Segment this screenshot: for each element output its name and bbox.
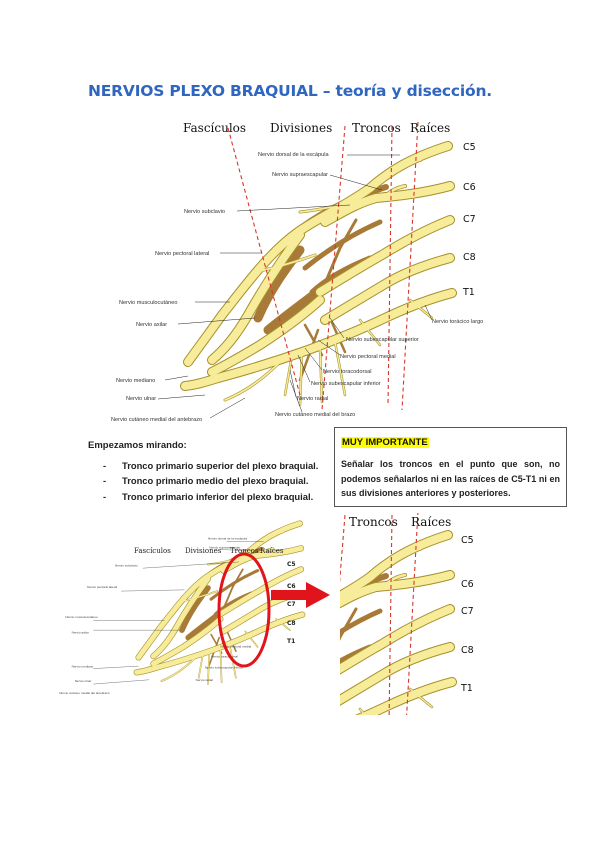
small-root-c5: C5 — [287, 561, 296, 568]
label-subescapular-inferior: Nervio subescapular inferior — [311, 381, 381, 387]
label-pectoral-medial: Nervio pectoral medial — [340, 354, 396, 360]
small-label-10: Nervio radial — [195, 678, 213, 682]
important-heading: MUY IMPORTANTE — [342, 437, 428, 448]
label-dorsal-escapula: Nervio dorsal de la escápula — [258, 152, 329, 158]
label-ulnar: Nervio ulnar — [126, 396, 157, 402]
small-label-9: Nervio subescapular inferior — [204, 665, 244, 670]
intro-text: Empezamos mirando: — [88, 440, 187, 451]
zoom-root-c5: C5 — [461, 535, 474, 546]
label-subclavio: Nervio subclavio — [184, 209, 226, 215]
trunk-list — [88, 458, 318, 504]
arrow-icon — [271, 582, 330, 608]
label-axilar: Nervio axilar — [136, 322, 168, 328]
list-item-text: Tronco primario inferior del plexo braquial. — [122, 490, 314, 502]
bullet-marker: - — [103, 490, 107, 502]
small-label-6: Nervio axilar — [71, 630, 89, 635]
small-root-c7: C7 — [287, 601, 296, 608]
page-title: NERVIOS PLEXO BRAQUIAL – teoría y disección. — [88, 82, 492, 100]
root-label-c8: C8 — [463, 252, 476, 263]
root-label-c5: C5 — [463, 142, 476, 153]
small-header-fasciculos: Fascículos — [134, 547, 171, 555]
zoom-root-c6: C6 — [461, 579, 474, 590]
important-text: Señalar los troncos en el punto que son, no podemos señalarlos ni en las raíces de C5-T1 ni en sus divisiones anteriores y posteriores. — [341, 459, 560, 498]
header-fasciculos: Fascículos — [183, 121, 247, 135]
zoom-root-c7: C7 — [461, 606, 474, 617]
label-radial: Nervio radial — [297, 396, 329, 402]
small-root-t1: T1 — [287, 638, 296, 645]
label-toracico-largo: Nervio torácico largo — [432, 319, 484, 325]
zoom-root-c8: C8 — [461, 645, 474, 656]
label-musculocutaneo: Nervio musculocutáneo — [119, 300, 178, 306]
label-pectoral-lateral: Nervio pectoral lateral — [155, 251, 210, 257]
small-label-2: Nervio supraescapular — [209, 545, 241, 550]
small-label-3: Nervio subclavio — [115, 563, 138, 568]
bullet-marker: - — [103, 475, 107, 487]
small-label-11: Nervio mediano — [71, 664, 94, 669]
label-toracodorsal: Nervio toracodorsal — [323, 369, 372, 375]
small-header-divisiones: Divisiones — [185, 547, 222, 555]
label-supraescapular: Nervio supraescapular — [272, 172, 328, 178]
label-cutaneo-brazo: Nervio cutáneo medial del brazo — [275, 412, 356, 418]
header-troncos: Troncos — [352, 121, 401, 135]
zoom-header-troncos: Troncos — [349, 515, 398, 529]
small-label-13: Nervio cutáneo medial del antebrazo — [59, 691, 110, 696]
root-label-c6: C6 — [463, 182, 476, 193]
list-item-text: Tronco primario superior del plexo braquial. — [122, 460, 319, 471]
list-item-text: Tronco primario medio del plexo braquial. — [122, 475, 309, 487]
small-label-8: Nervio toracodorsal — [211, 654, 238, 659]
important-note-box — [334, 427, 567, 507]
small-label-7: Nervio pectoral medial — [220, 644, 252, 649]
label-subescapular-superior: Nervio subescapular superior — [346, 337, 419, 343]
label-mediano: Nervio mediano — [116, 378, 156, 384]
zoom-root-t1: T1 — [461, 683, 473, 694]
root-label-t1: T1 — [463, 287, 475, 298]
small-root-c6: C6 — [287, 583, 296, 590]
label-cutaneo-antebrazo: Nervio cutáneo medial del antebrazo — [111, 417, 203, 423]
zoom-header-raices: Raíces — [411, 515, 452, 529]
list-item — [88, 473, 318, 488]
small-label-1: Nervio dorsal de la escápula — [208, 536, 248, 541]
list-item — [88, 458, 318, 473]
small-label-12: Nervio ulnar — [74, 679, 92, 684]
figure-top — [111, 121, 483, 423]
small-label-5: Nervio musculocutáneo — [65, 614, 98, 619]
header-divisiones: Divisiones — [270, 121, 333, 135]
list-item — [88, 489, 318, 504]
small-root-c8: C8 — [287, 620, 296, 627]
small-header-raices: Raíces — [260, 547, 284, 555]
root-label-c7: C7 — [463, 214, 476, 225]
small-header-troncos: Troncos — [230, 547, 259, 555]
small-label-4: Nervio pectoral lateral — [87, 585, 118, 589]
bullet-marker: - — [103, 460, 107, 471]
header-raices: Raíces — [410, 121, 451, 135]
